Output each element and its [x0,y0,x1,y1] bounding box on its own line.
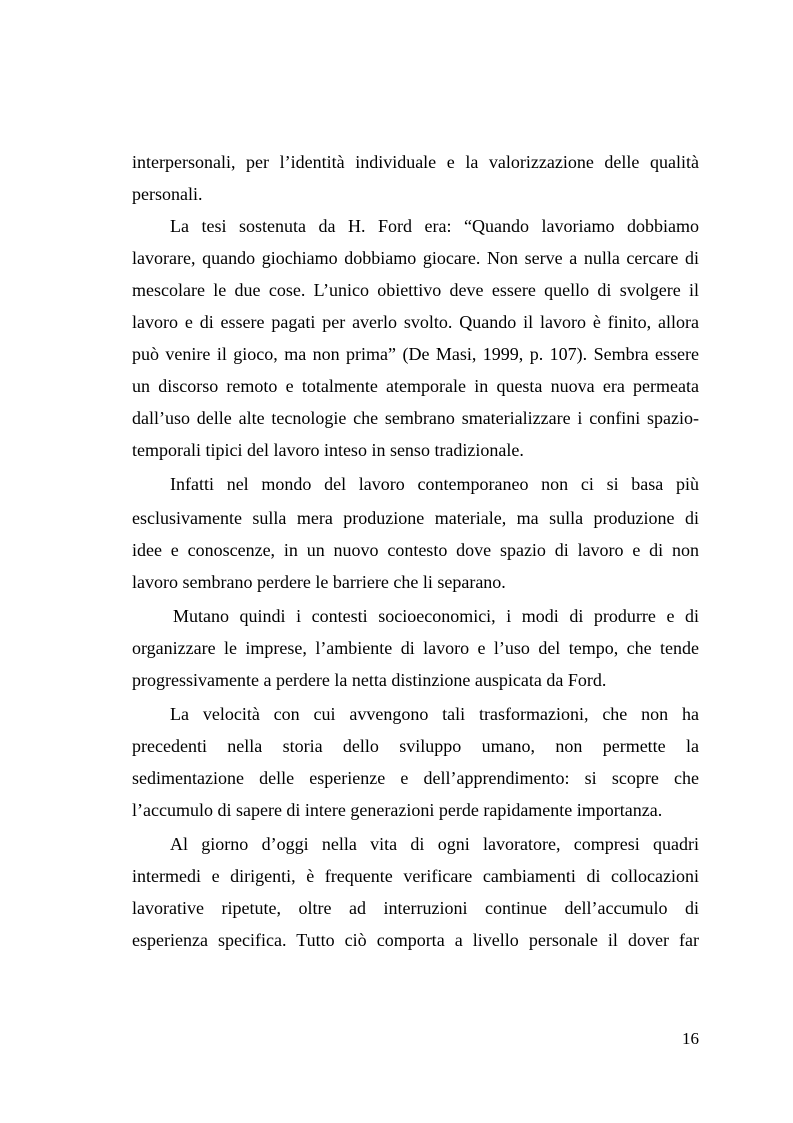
text-line: personali. [132,184,203,204]
text-line: lavorare, quando giochiamo dobbiamo giocare. Non serve a nulla cercare di [132,248,699,268]
text-line: idee e conoscenze, in un nuovo contesto dove spazio di lavoro e di non [132,540,699,560]
text-line: esclusivamente sulla mera produzione materiale, ma sulla produzione di [132,508,699,528]
text-line: lavoro e di essere pagati per averlo svolto. Quando il lavoro è finito, allora [132,312,699,332]
text-line: precedenti nella storia dello sviluppo umano, non permette la [132,736,699,756]
text-line: organizzare le imprese, l’ambiente di lavoro e l’uso del tempo, che tende [132,638,699,658]
text-line: intermedi e dirigenti, è frequente verificare cambiamenti di collocazioni [132,866,699,886]
text-line: progressivamente a perdere la netta distinzione auspicata da Ford. [132,670,607,690]
text-line: l’accumulo di sapere di intere generazioni perde rapidamente importanza. [132,800,663,820]
text-line: Infatti nel mondo del lavoro contemporaneo non ci si basa più [170,474,699,494]
text-line: mescolare le due cose. L’unico obiettivo deve essere quello di svolgere il [132,280,699,300]
page-number: 16 [682,1029,699,1048]
text-line: Mutano quindi i contesti socioeconomici, i modi di produrre e di [173,606,699,626]
text-line: un discorso remoto e totalmente atemporale in questa nuova era permeata [132,376,699,396]
text-line: La velocità con cui avvengono tali trasformazioni, che non ha [170,704,699,724]
text-line: dall’uso delle alte tecnologie che sembrano smaterializzare i confini spazio- [132,408,699,428]
text-line: esperienza specifica. Tutto ciò comporta a livello personale il dover far [132,930,699,950]
text-line: La tesi sostenuta da H. Ford era: “Quando lavoriamo dobbiamo [170,216,699,236]
text-line: interpersonali, per l’identità individuale e la valorizzazione delle qualità [132,152,699,172]
text-line: lavoro sembrano perdere le barriere che li separano. [132,572,506,592]
text-line: può venire il gioco, ma non prima” (De Masi, 1999, p. 107). Sembra essere [132,344,699,364]
text-line: sedimentazione delle esperienze e dell’apprendimento: si scopre che [132,768,699,788]
text-line: temporali tipici del lavoro inteso in senso tradizionale. [132,440,524,460]
text-line: Al giorno d’oggi nella vita di ogni lavoratore, compresi quadri [170,834,699,854]
text-line: lavorative ripetute, oltre ad interruzioni continue dell’accumulo di [132,898,699,918]
